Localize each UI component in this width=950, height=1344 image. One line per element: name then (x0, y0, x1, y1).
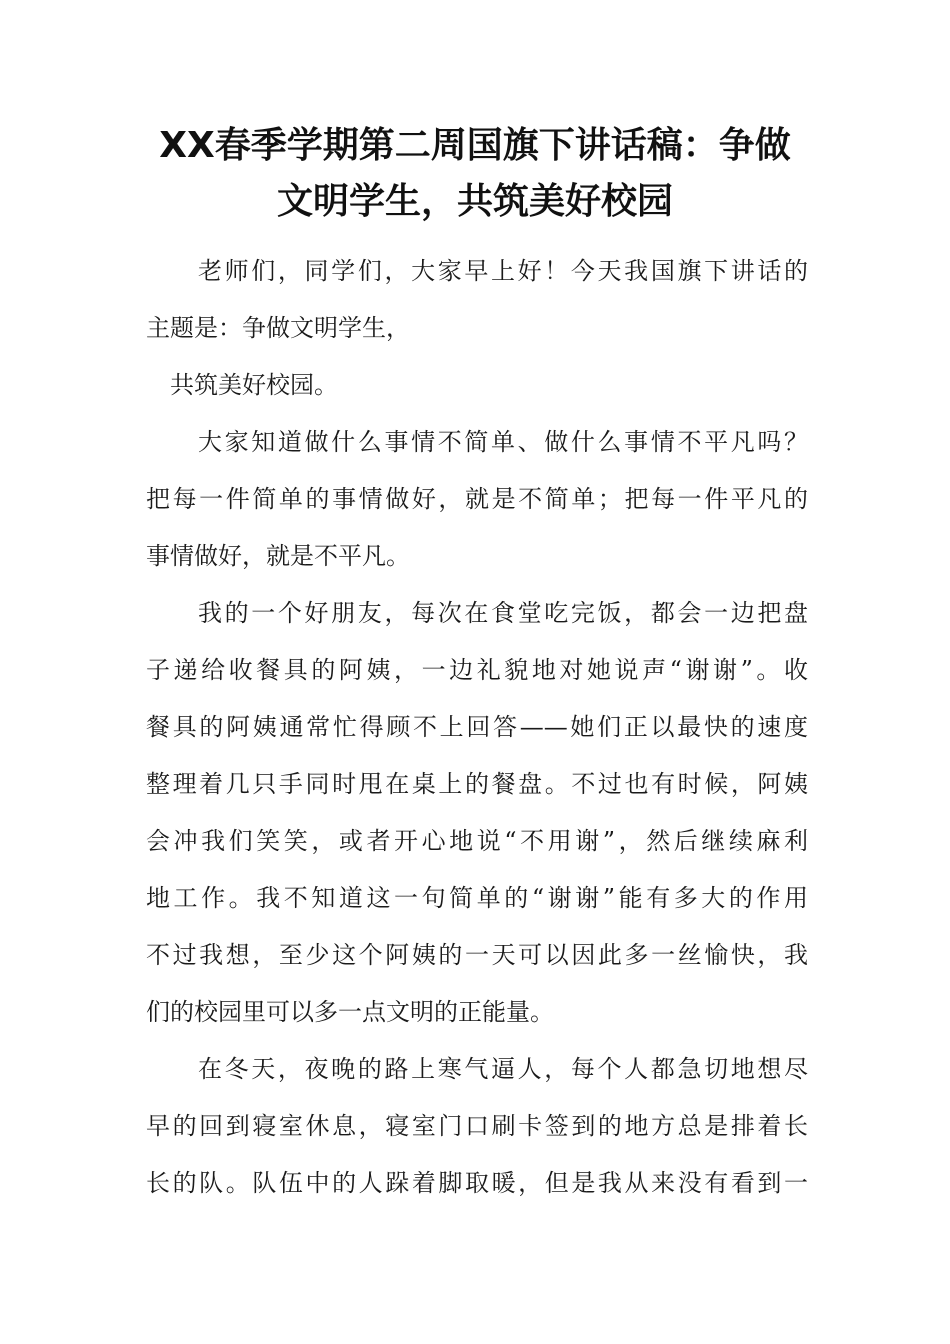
paragraph-1-line-1: 老师们，同学们，大家早上好！今天我国旗下讲话的 (198, 257, 808, 285)
paragraph-4-line-2: 子递给收餐具的阿姨，一边礼貌地对她说声“谢谢”。收 (146, 656, 808, 684)
paragraph-4-line-4: 整理着几只手同时甩在桌上的餐盘。不过也有时候，阿姨 (146, 770, 808, 798)
paragraph-4-line-1: 我的一个好朋友，每次在食堂吃完饭，都会一边把盘 (198, 599, 808, 627)
paragraph-5-line-1: 在冬天，夜晚的路上寒气逼人，每个人都急切地想尽 (198, 1055, 808, 1083)
paragraph-2-line-1: 共筑美好校园。 (170, 371, 338, 399)
paragraph-4-line-5: 会冲我们笑笑，或者开心地说“不用谢”，然后继续麻利 (146, 827, 808, 855)
paragraph-5-line-2: 早的回到寝室休息，寝室门口刷卡签到的地方总是排着长 (146, 1112, 808, 1140)
paragraph-4-line-3: 餐具的阿姨通常忙得顾不上回答——她们正以最快的速度 (146, 713, 808, 741)
paragraph-3-line-2: 把每一件简单的事情做好，就是不简单；把每一件平凡的 (146, 485, 808, 513)
document-title (140, 118, 810, 230)
paragraph-4-line-8: 们的校园里可以多一点文明的正能量。 (146, 998, 554, 1026)
paragraph-5-line-3: 长的队。队伍中的人跺着脚取暖，但是我从来没有看到一 (146, 1169, 808, 1197)
paragraph-3-line-1: 大家知道做什么事情不简单、做什么事情不平凡吗？ (198, 428, 808, 456)
paragraph-4-line-7: 不过我想，至少这个阿姨的一天可以因此多一丝愉快，我 (146, 941, 808, 969)
title-line-1: XX春季学期第二周国旗下讲话稿：争做 (159, 125, 791, 166)
paragraph-3-line-3: 事情做好，就是不平凡。 (146, 542, 410, 570)
paragraph-4-line-6: 地工作。我不知道这一句简单的“谢谢”能有多大的作用 (146, 884, 808, 912)
paragraph-1-line-2: 主题是：争做文明学生， (146, 314, 410, 342)
title-line-2: 文明学生，共筑美好校园 (276, 181, 673, 222)
